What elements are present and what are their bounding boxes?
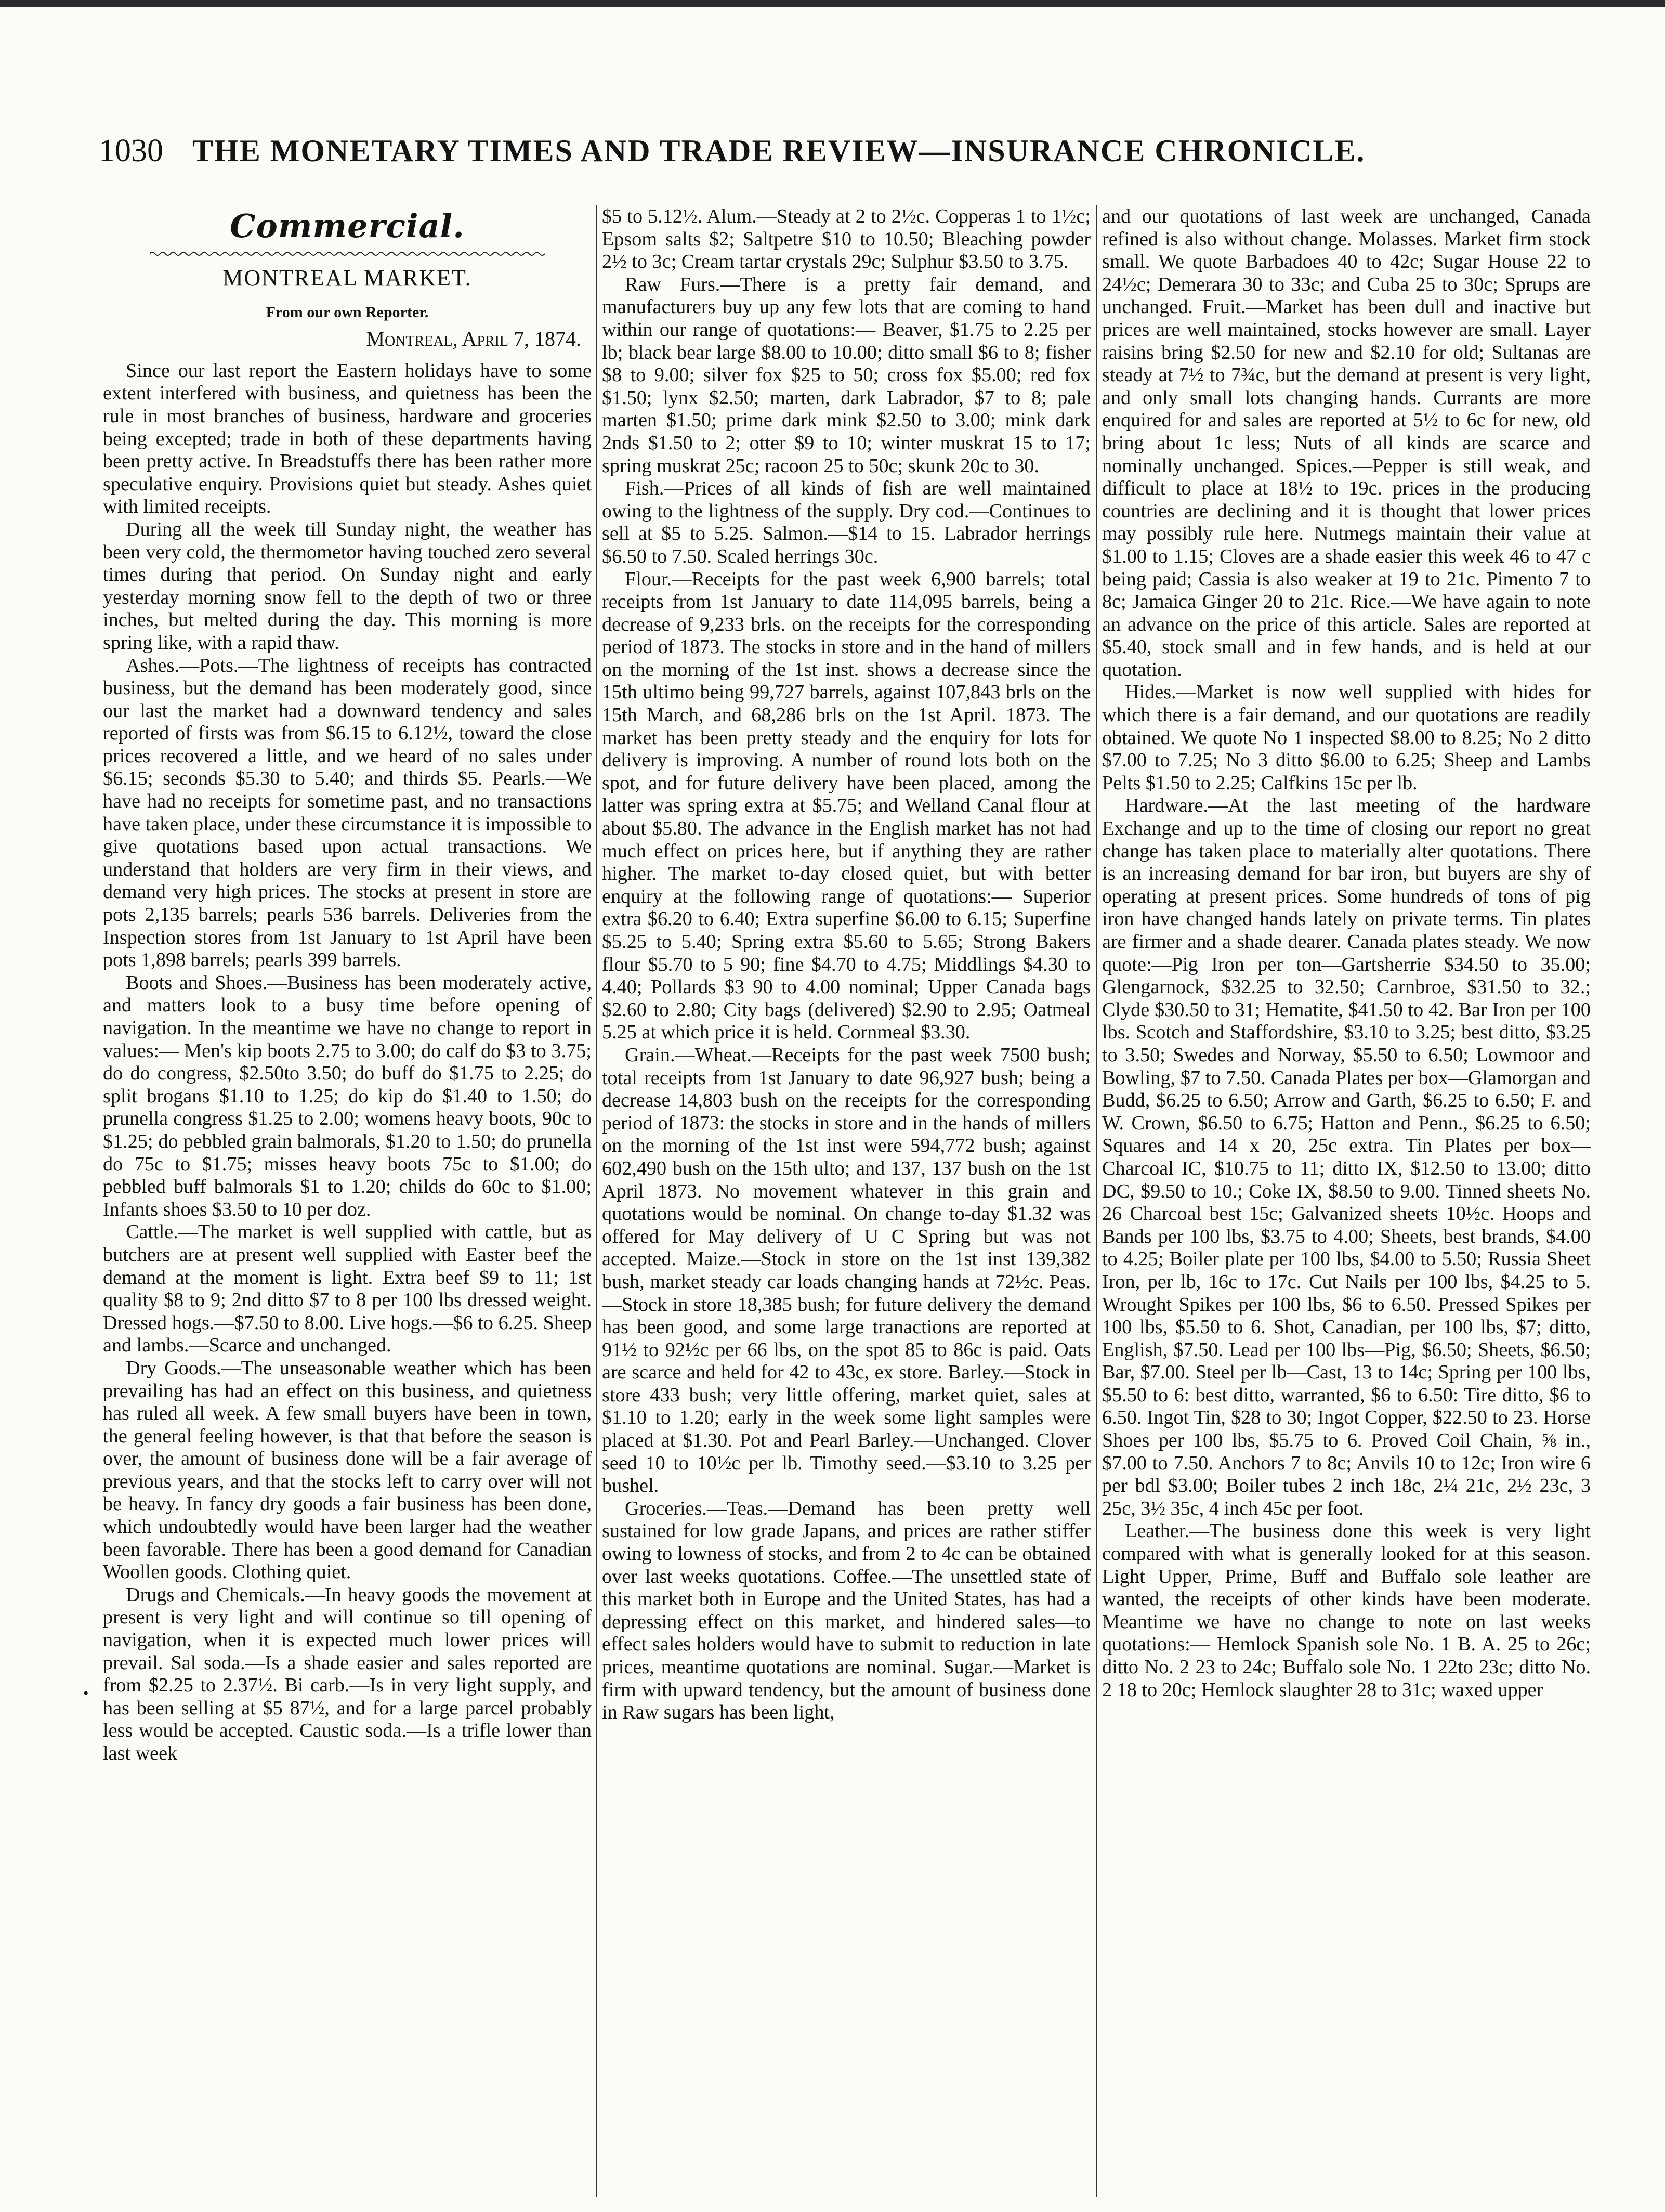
page-number: 1030 <box>99 133 163 168</box>
market-heading: MONTREAL MARKET. <box>222 265 472 291</box>
column-rule-1 <box>596 205 597 2197</box>
scan-edge-line <box>0 0 1665 7</box>
paragraph-ashes: Ashes.—Pots.—The lightness of receipts has contracted business, but the demand has been moderately good, since our last the market had a downward tendency and sales reported of firsts was from $6.15 to 6.12½, toward the close prices recovered a little, and we heard of no sales under $6.15; seconds $5.30 to 5.40; and thirds $5. Pearls.—We have had no receipts for sometime past, and no transactions have taken place, under these circumstance it is impossible to give quotations based upon actual transactions. We understand that holders are very firm in their views, and demand very high prices. The stocks at present in store are pots 2,135 barrels; pearls 536 barrels. Deliveries from the Inspection stores from 1st January to 1st April have been pots 1,898 barrels; pearls 399 barrels. <box>103 654 592 971</box>
paragraph-boots-and-shoes: Boots and Shoes.—Business has been moderately active, and matters look to a busy time before opening of navigation. In the meantime we have no change to report in values:— Men's kip boots 2.75 to 3.00; do calf do $3 to 3.75; do do congress, $2.50to 3.50; do buff do $1.75 to 2.25; do split brogans $1.10 to 1.25; do kip do $1.40 to 1.50; do prunella congress $1.25 to 2.00; womens heavy boots, 90c to $1.25; do pebbled grain balmorals, $1.20 to 1.50; do prunella do 75c to $1.75; misses heavy boots 75c to $1.00; do pebbled buff balmorals $1 to 1.20; childs do 60c to $1.00; Infants shoes $3.50 to 10 per doz. <box>103 971 592 1220</box>
column-rule-2 <box>1096 205 1097 2197</box>
reporter-line: From our own Reporter. <box>266 303 429 321</box>
page-header <box>99 133 1596 179</box>
dateline: Montreal, April 7, 1874. <box>366 327 581 351</box>
paragraph-chemicals-continued: $5 to 5.12½. Alum.—Steady at 2 to 2½c. Copperas 1 to 1½c; Epsom salts $2; Saltpetre $10 to 10.50; Bleaching powder 2½ to 3c; Cream tartar crystals 29c; Sulphur $3.50 to 3.75. <box>602 205 1091 273</box>
paragraph-hides: Hides.—Market is now well supplied with hides for which there is a fair demand, and our quotations are readily obtained. We quote No 1 inspected $8.00 to 8.25; No 2 ditto $7.00 to 7.25; No 3 ditto $6.00 to 6.25; Sheep and Lambs Pelts $1.50 to 2.25; Calfkins 15c per lb. <box>1102 681 1591 794</box>
paragraph-drugs-and-chemicals: Drugs and Chemicals.—In heavy goods the movement at present is very light and will continue so till opening of navigation, when it is expected much lower prices will prevail. Sal soda.—Is a shade easier and sales reported are from $2.25 to 2.37½. Bi carb.—Is in very light supply, and has been selling at $5 87½, and for a large parcel probably less would be accepted. Caustic soda.—Is a trifle lower than last week <box>103 1583 592 1764</box>
column-3 <box>1102 205 1591 2197</box>
decorative-wavy-rule <box>150 250 545 257</box>
paragraph-dry-goods: Dry Goods.—The unseasonable weather which has been prevailing has had an effect on this business, and quietness has ruled all week. A few small buyers have been in town, the general feeling however, is that that before the season is over, the amount of business done will be a fair average of previous years, and that the stocks left to carry over will not be heavy. In fancy dry goods a fair business has been done, which undoubtedly would have been larger had the weather been favorable. There has been a good demand for Canadian Woollen goods. Clothing quiet. <box>103 1357 592 1583</box>
paragraph-weather: During all the week till Sunday night, the weather has been very cold, the thermometor having touched zero several times during that period. On Sunday night and early yesterday morning snow fell to the depth of two or three inches, but melted during the day. This morning is more spring like, with a rapid thaw. <box>103 518 592 654</box>
paragraph-groceries: Groceries.—Teas.—Demand has been pretty well sustained for low grade Japans, and prices are rather stiffer owing to lowness of stocks, and from 2 to 4c can be obtained over last weeks quotations. Coffee.—The unsettled state of this market both in Europe and the United States, has had a depressing effect on this market, and hindered sales—to effect sales holders would have to submit to reduction in late prices, meantime quotations are nominal. Sugar.—Market is firm with upward tendency, but the amount of business done in Raw sugars has been light, <box>602 1497 1091 1724</box>
margin-mark: • <box>83 1685 89 1702</box>
paragraph-flour: Flour.—Receipts for the past week 6,900 barrels; total receipts from 1st January to date 114,095 barrels, being a decrease of 9,233 brls. on the receipts for the corresponding period of 1873. The stocks in store and in the hand of millers on the morning of the 1st inst. shows a decrease since the 15th ultimo being 99,727 barrels, against 107,843 brls on the 15th March, and 68,286 brls on the 1st April. 1873. The market has been pretty steady and the enquiry for lots for delivery is improving. A number of round lots both on the spot, and for future delivery have been placed, among the latter was spring extra at $5.75; and Welland Canal flour at about $5.80. The advance in the English market has not had much effect on prices here, but if anything they are rather higher. The market to-day closed quiet, but with better enquiry at the following range of quotations:— Superior extra $6.20 to 6.40; Extra superfine $6.00 to 6.15; Superfine $5.25 to 5.40; Spring extra $5.60 to 5.65; Strong Bakers flour $5.70 to 5 90; fine $4.70 to 4.75; Middlings $4.30 to 4.40; Pollards $3 90 to 4.00 nominal; Upper Canada bags $2.60 to 2.80; City bags (delivered) $2.90 to 2.95; Oatmeal 5.25 at which price it is held. Cornmeal $3.30. <box>602 568 1091 1044</box>
department-heading: Commercial. <box>230 207 465 245</box>
column-2 <box>602 205 1091 2197</box>
paragraph-intro: Since our last report the Eastern holidays have to some extent interfered with business, and quietness has been the rule in most branches of business, hardware and groceries being excepted; trade in both of these departments having been pretty active. In Breadstuffs there has been rather more speculative enquiry. Provisions quiet but steady. Ashes quiet with limited receipts. <box>103 359 592 518</box>
column-1 <box>103 205 592 2197</box>
paragraph-hardware: Hardware.—At the last meeting of the hardware Exchange and up to the time of closing our report no great change has taken place to materially alter quotations. There is an increasing demand for bar iron, but buyers are shy of operating at present prices. Some hundreds of tons of pig iron have changed hands lately on private terms. Tin plates are firmer and a shade dearer. Canada plates steady. We now quote:—Pig Iron per ton—Gartsherrie $34.50 to 35.00; Glengarnock, $32.25 to 32.50; Carnbroe, $31.50 to 32.; Clyde $30.50 to 31; Hematite, $41.50 to 42. Bar Iron per 100 lbs. Scotch and Staffordshire, $3.10 to 3.25; best ditto, $3.25 to 3.50; Swedes and Norway, $5.50 to 6.50; Lowmoor and Bowling, $7 to 7.50. Canada Plates per box—Glamorgan and Budd, $6.25 to 6.50; Arrow and Garth, $6.25 to 6.50; F. and W. Crown, $6.50 to 6.75; Hatton and Penn., $6.25 to 6.50; Squares and 14 x 20, 25c extra. Tin Plates per box—Charcoal IC, $10.75 to 11; ditto IX, $12.50 to 13.00; ditto DC, $9.50 to 10.; Coke IX, $8.50 to 9.00. Tinned sheets No. 26 Charcoal best 15c; Galvanized sheets 10½c. Hoops and Bands per 100 lbs, $3.75 to 4.00; Sheets, best brands, $4.00 to 4.25; Boiler plate per 100 lbs, $4.00 to 5.50; Russia Sheet Iron, per lb, 16c to 17c. Cut Nails per 100 lbs, $4.25 to 5. Wrought Spikes per 100 lbs, $6 to 6.50. Pressed Spikes per 100 lbs, $5.50 to 6. Shot, Canadian, per 100 lbs, $7; ditto, English, $7.50. Lead per 100 lbs—Pig, $6.50; Sheets, $6.50; Bar, $7.00. Steel per lb—Cast, 13 to 14c; Spring per 100 lbs, $5.50 to 6: best ditto, warranted, $6 to 6.50: Tire ditto, $6 to 6.50. Ingot Tin, $28 to 30; Ingot Copper, $22.50 to 23. Horse Shoes per 100 lbs, $5.75 to 6. Proved Coil Chain, ⅝ in., $7.00 to 7.50. Anchors 7 to 8c; Anvils 10 to 12c; Iron wire 6 per bdl $3.00; Boiler tubes 2 inch 18c, 2¼ 21c, 2½ 23c, 3 25c, 3½ 35c, 4 inch 45c per foot. <box>1102 795 1591 1519</box>
paragraph-fish: Fish.—Prices of all kinds of fish are well maintained owing to the lightness of the supply. Dry cod.—Continues to sell at $5 to 5.25. Salmon.—$14 to 15. Labrador herrings $6.50 to 7.50. Scaled herrings 30c. <box>602 477 1091 567</box>
paragraph-leather: Leather.—The business done this week is very light compared with what is generally looked for at this season. Light Upper, Prime, Buff and Buffalo sole leather are wanted, the receipts of other kinds have been moderate. Meantime we have no change to note on last weeks quotations:— Hemlock Spanish sole No. 1 B. A. 25 to 26c; ditto No. 2 23 to 24c; Buffalo sole No. 1 22to 23c; ditto No. 2 18 to 20c; Hemlock slaughter 28 to 31c; waxed upper <box>1102 1520 1591 1701</box>
paragraph-cattle: Cattle.—The market is well supplied with cattle, but as butchers are at present well supplied with Easter beef the demand at the moment is light. Extra beef $9 to 11; 1st quality $8 to 9; 2nd ditto $7 to 8 per 100 lbs dressed weight. Dressed hogs.—$7.50 to 8.00. Live hogs.—$6 to 6.25. Sheep and lambs.—Scarce and unchanged. <box>103 1221 592 1357</box>
paragraph-groceries-continued: and our quotations of last week are unchanged, Canada refined is also without change. Molasses. Market firm stock small. We quote Barbadoes 40 to 42c; Sugar House 22 to 24½c; Demerara 30 to 33c; and Cuba 25 to 30c; Sprups are unchanged. Fruit.—Market has been dull and inactive but prices are well maintained, stocks however are small. Layer raisins bring $2.50 for new and $2.10 for old; Sultanas are steady at 7½ to 7¾c, but the demand at present is very light, and only small lots changing hands. Currants are more enquired for and sales are reported at 5½ to 6c for new, old bring about 1c less; Nuts of all kinds are scarce and nominally unchanged. Spices.—Pepper is still weak, and difficult to place at 18½ to 19c. prices in the producing countries are declining and it is thought that lower prices may possibly rule here. Nutmegs maintain their value at $1.00 to 1.15; Cloves are a shade easier this week 46 to 47 c being paid; Cassia is also weaker at 19 to 21c. Pimento 7 to 8c; Jamaica Ginger 20 to 21c. Rice.—We have again to note an advance on the price of this article. Sales are reported at $5.40, stock small and in few hands, and is held at our quotation. <box>1102 205 1591 681</box>
paragraph-grain: Grain.—Wheat.—Receipts for the past week 7500 bush; total receipts from 1st January to date 96,927 bush; being a decrease 14,803 bush on the receipts for the corresponding period of 1873: the stocks in store and in the hands of millers on the morning of the 1st inst were 594,772 bush; against 602,490 bush on the 15th ulto; and 137, 137 bush on the 1st April 1873. No movement whatever in this grain and quotations would be nominal. On change to-day $1.32 was offered for May delivery of U C Spring but was not accepted. Maize.—Stock in store on the 1st inst 139,382 bush, market steady car loads changing hands at 72½c. Peas.—Stock in store 18,385 bush; for future delivery the demand has been good, and some large tranactions are reported at 91½ to 92½c per 66 lbs, on the spot 85 to 86c is paid. Oats are scarce and held for 42 to 43c, ex store. Barley.—Stock in store 433 bush; very little offering, market quiet, sales at $1.10 to 1.20; early in the week some light samples were placed at $1.30. Pot and Pearl Barley.—Unchanged. Clover seed 10 to 10½c per lb. Timothy seed.—$3.10 to 3.25 per bushel. <box>602 1044 1091 1497</box>
paragraph-raw-furs: Raw Furs.—There is a pretty fair demand, and manufacturers buy up any few lots that are coming to hand within our range of quotations:— Beaver, $1.75 to 2.25 per lb; black bear large $8.00 to 10.00; ditto small $6 to 8; fisher $8 to 9.00; silver fox $25 to 50; cross fox $5.00; red fox $1.50; lynx $2.50; marten, dark Labrador, $7 to 8; pale marten $1.50; prime dark mink $2.50 to 3.00; mink dark 2nds $1.50 to 2; otter $9 to 10; winter muskrat 15 to 17; spring muskrat 25c; racoon 25 to 50c; skunk 20c to 30. <box>602 273 1091 477</box>
running-title: THE MONETARY TIMES AND TRADE REVIEW—INSURANCE CHRONICLE. <box>192 134 1366 168</box>
